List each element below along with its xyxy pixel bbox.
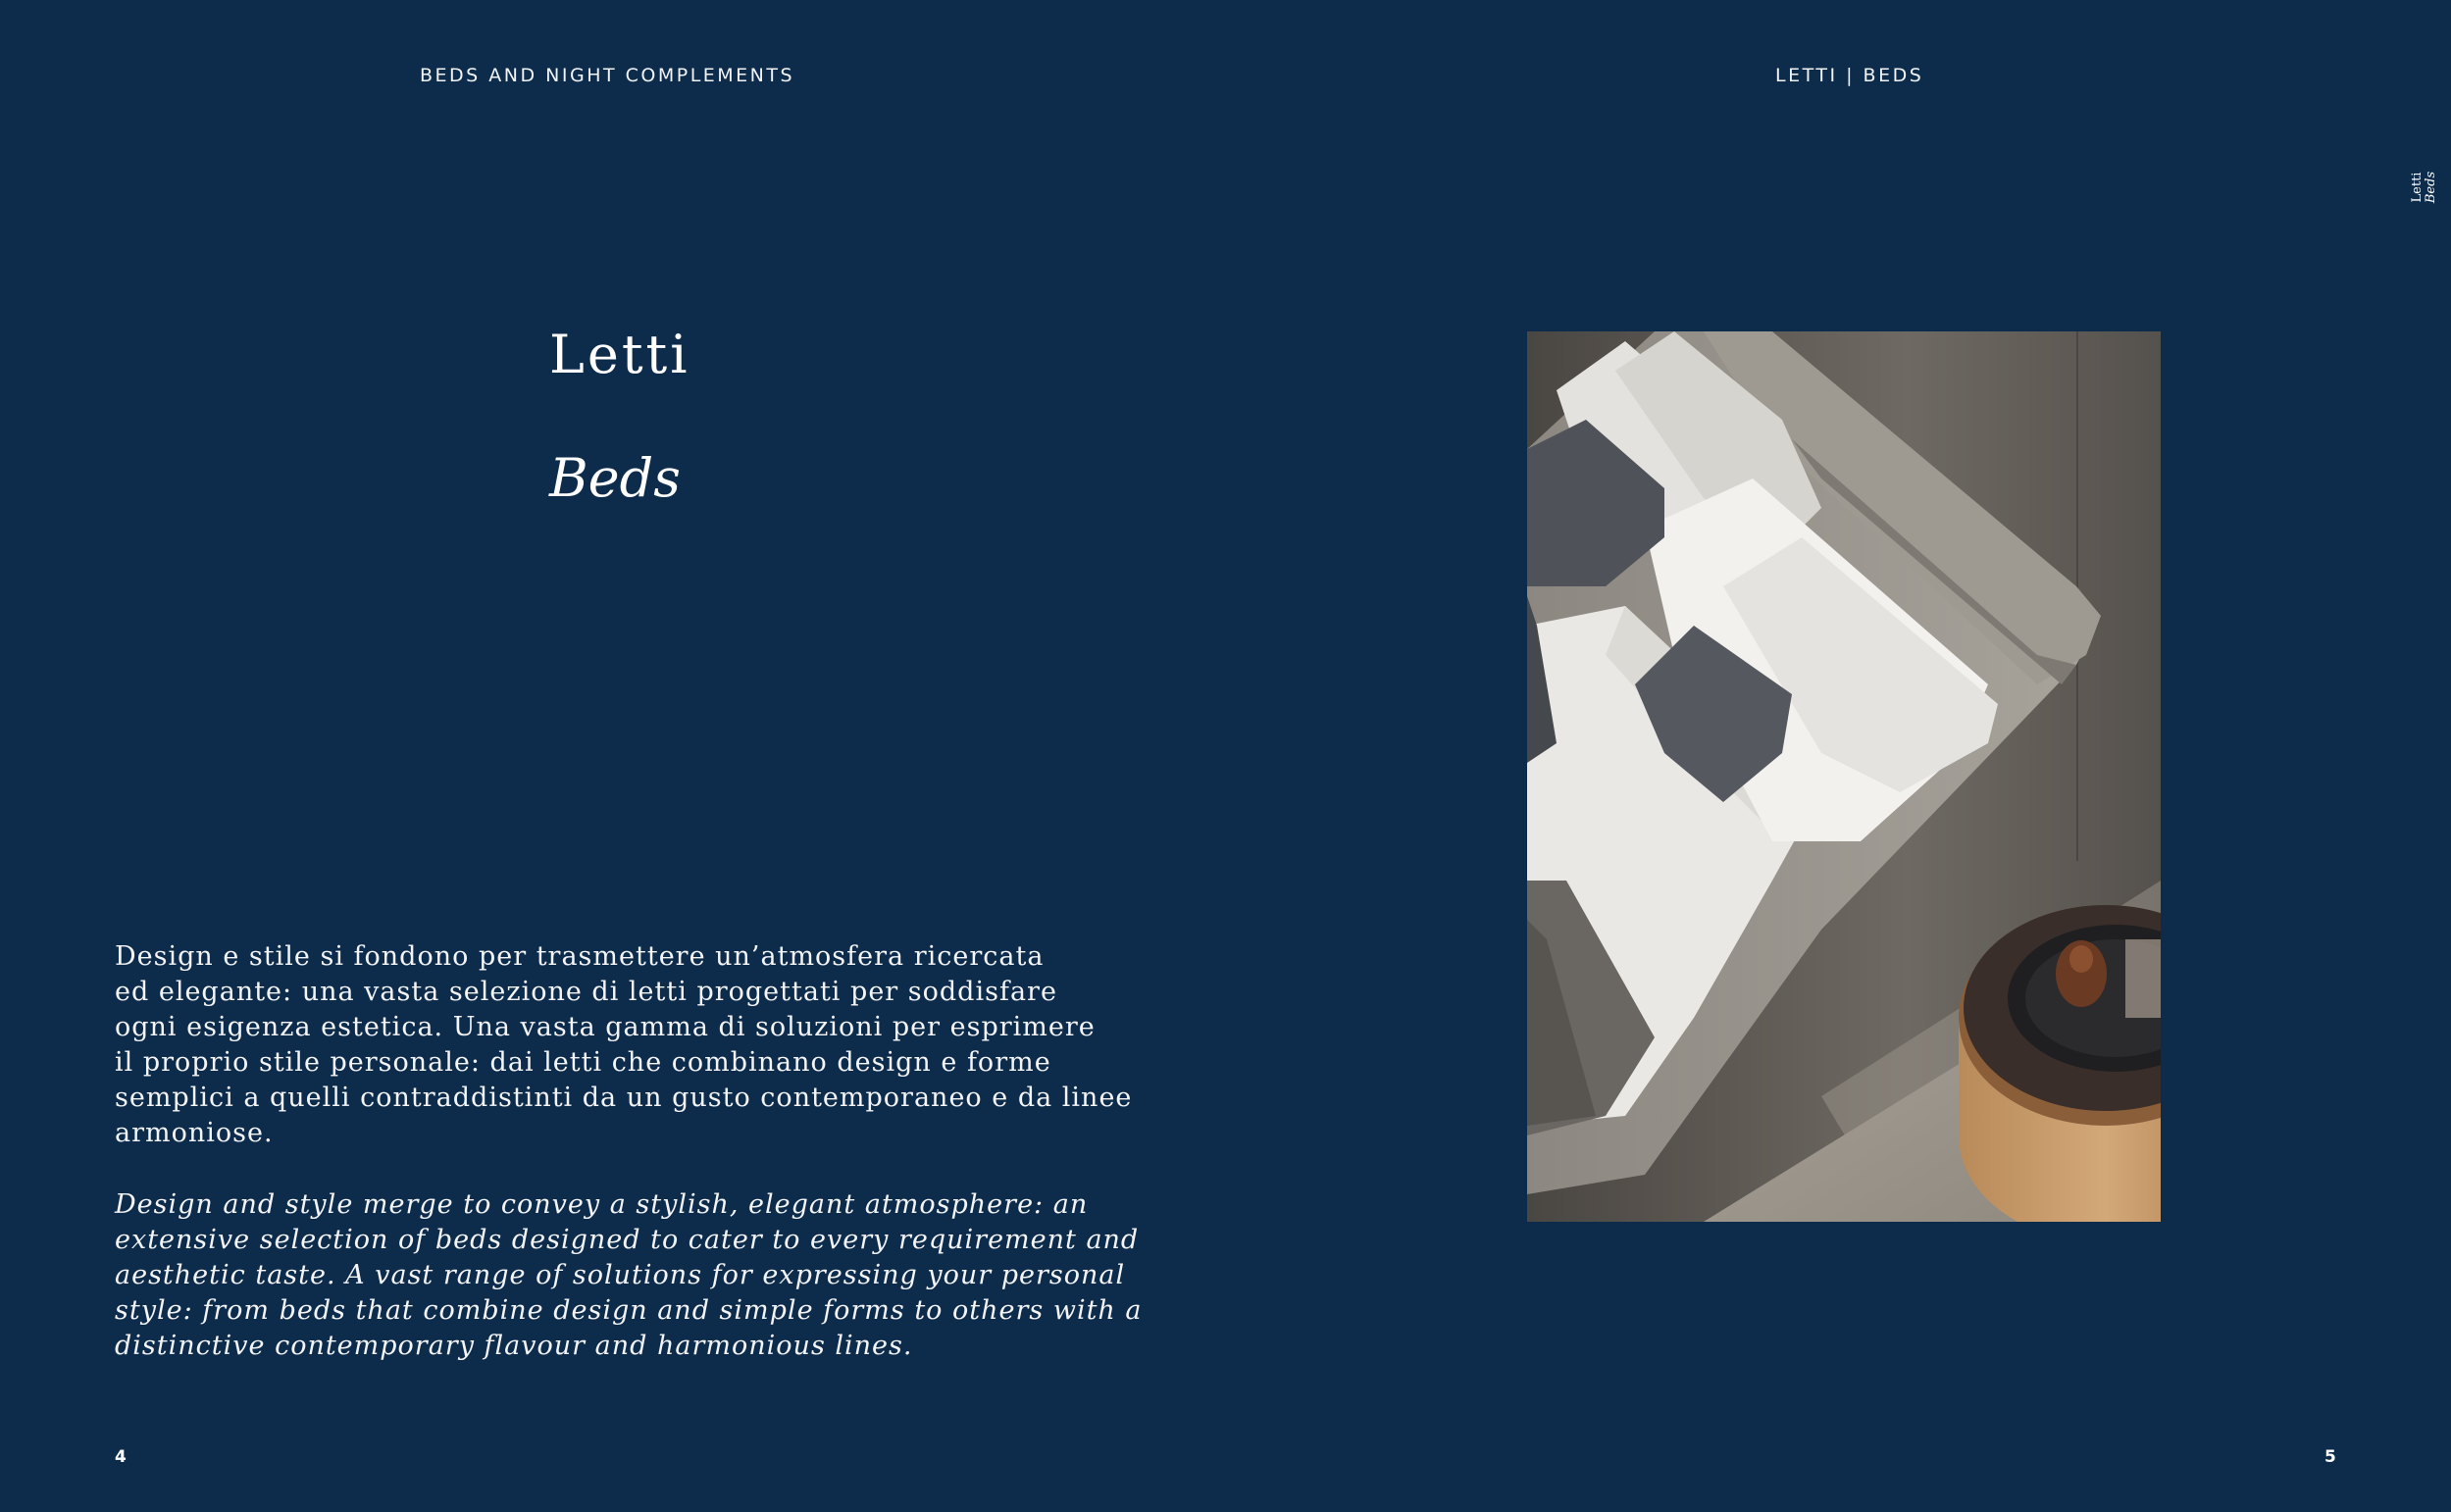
section-side-tab[interactable]	[2405, 163, 2444, 212]
intro-line: ed elegante: una vasta selezione di letti progettati per soddisfare	[115, 977, 1057, 1007]
page-title-italian: Letti	[549, 324, 690, 385]
running-head-left: BEDS AND NIGHT COMPLEMENTS	[420, 65, 795, 86]
bed-photo	[1527, 331, 2161, 1222]
intro-line: il proprio stile personale: dai letti che combinano design e forme	[115, 1047, 1051, 1078]
intro-line: armoniose.	[115, 1118, 274, 1148]
side-tab-italian: Letti	[2410, 172, 2425, 203]
side-tab-english: Beds	[2424, 171, 2438, 204]
page-number-right: 5	[2324, 1447, 2336, 1467]
bed-photo-illustration	[1527, 331, 2161, 1222]
intro-text-english	[115, 1187, 1143, 1364]
intro-text-italian	[115, 939, 1133, 1151]
intro-line: style: from beds that combine design and simple forms to others with a	[115, 1295, 1143, 1326]
intro-line: Design and style merge to convey a stylish, elegant atmosphere: an	[115, 1189, 1089, 1220]
page-number-left: 4	[115, 1447, 127, 1467]
running-head-right: LETTI | BEDS	[1775, 65, 1924, 86]
intro-line: ogni esigenza estetica. Una vasta gamma di soluzioni per esprimere	[115, 1012, 1096, 1042]
intro-line: semplici a quelli contraddistinti da un gusto contemporaneo e da linee	[115, 1083, 1133, 1113]
intro-line: aesthetic taste. A vast range of solutions for expressing your personal	[115, 1260, 1126, 1290]
intro-line: distinctive contemporary flavour and harmonious lines.	[115, 1331, 913, 1361]
page-title-english: Beds	[549, 447, 681, 509]
intro-line: extensive selection of beds designed to cater to every requirement and	[115, 1225, 1140, 1255]
intro-line: Design e stile si fondono per trasmettere un’atmosfera ricercata	[115, 941, 1045, 972]
side-tab-label	[2411, 172, 2438, 203]
